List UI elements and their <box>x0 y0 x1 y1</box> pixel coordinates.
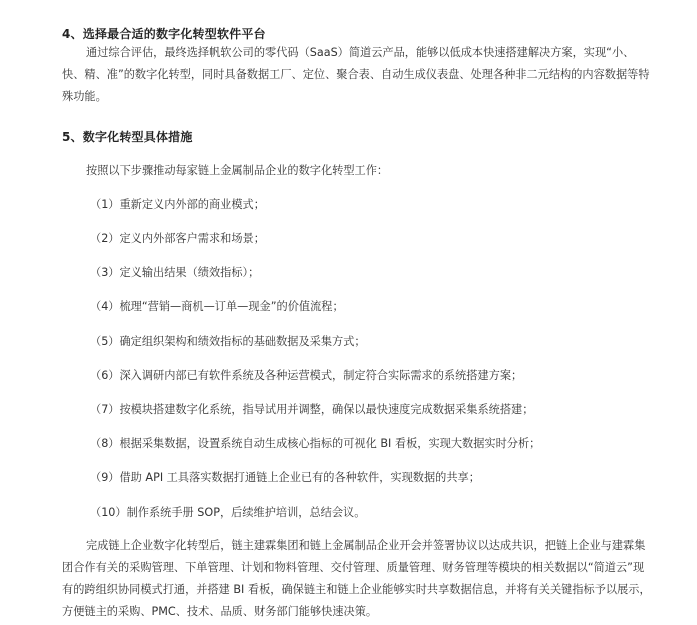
step-item-4: （4）梳理“营销—商机—订单—现金”的价值流程； <box>90 300 344 313</box>
step-item-7: （7）按模块搭建数字化系统，指导试用并调整，确保以最快速度完成数据采集系统搭建； <box>90 403 534 416</box>
step-item-9: （9）借助 API 工具落实数据打通链上企业已有的各种软件，实现数据的共享； <box>90 471 480 484</box>
section-5-conclusion: 完成链上企业数字化转型后，链主建霖集团和链上金属制品企业开会并签署协议以达成共识，把链上企业与建霖集团合作有关的采购管理、下单管理、计划和物料管理、交付管理、质量管理、财务管理等模块的相关数据以“简道云”现有的跨组织协同模式打通，并搭建 BI 看板，确保链主和链上企业能够实时共享数据信息，并将有关关键指标予以展示，方便链主的采购、PMC、技术、品质、财务部门能够快速决策。 <box>62 539 651 618</box>
section-4-heading: 4、选择最合适的数字化转型软件平台 <box>62 27 266 41</box>
step-item-10: （10）制作系统手册 SOP，后续维护培训，总结会议。 <box>90 506 366 519</box>
step-item-3: （3）定义输出结果（绩效指标）； <box>90 266 260 279</box>
step-item-2: （2）定义内外部客户需求和场景； <box>90 232 265 245</box>
step-item-1: （1）重新定义内外部的商业模式； <box>90 198 265 211</box>
step-item-8: （8）根据采集数据，设置系统自动生成核心指标的可视化 BI 看板，实现大数据实时分析； <box>90 437 541 450</box>
section-4-paragraph: 通过综合评估，最终选择帆软公司的零代码（SaaS）简道云产品，能够以低成本快速搭建解决方案，实现“小、快、精、准”的数字化转型，同时具备数据工厂、定位、聚合表、自动生成仪表盘、处理各种非二元结构的内容数据等特殊功能。 <box>62 46 650 103</box>
section-5-heading: 5、数字化转型具体措施 <box>62 130 193 144</box>
step-item-5: （5）确定组织架构和绩效指标的基础数据及采集方式； <box>90 335 366 348</box>
step-item-6: （6）深入调研内部已有软件系统及各种运营模式，制定符合实际需求的系统搭建方案； <box>90 369 523 382</box>
section-5-intro: 按照以下步骤推动每家链上金属制品企业的数字化转型工作： <box>86 164 389 177</box>
